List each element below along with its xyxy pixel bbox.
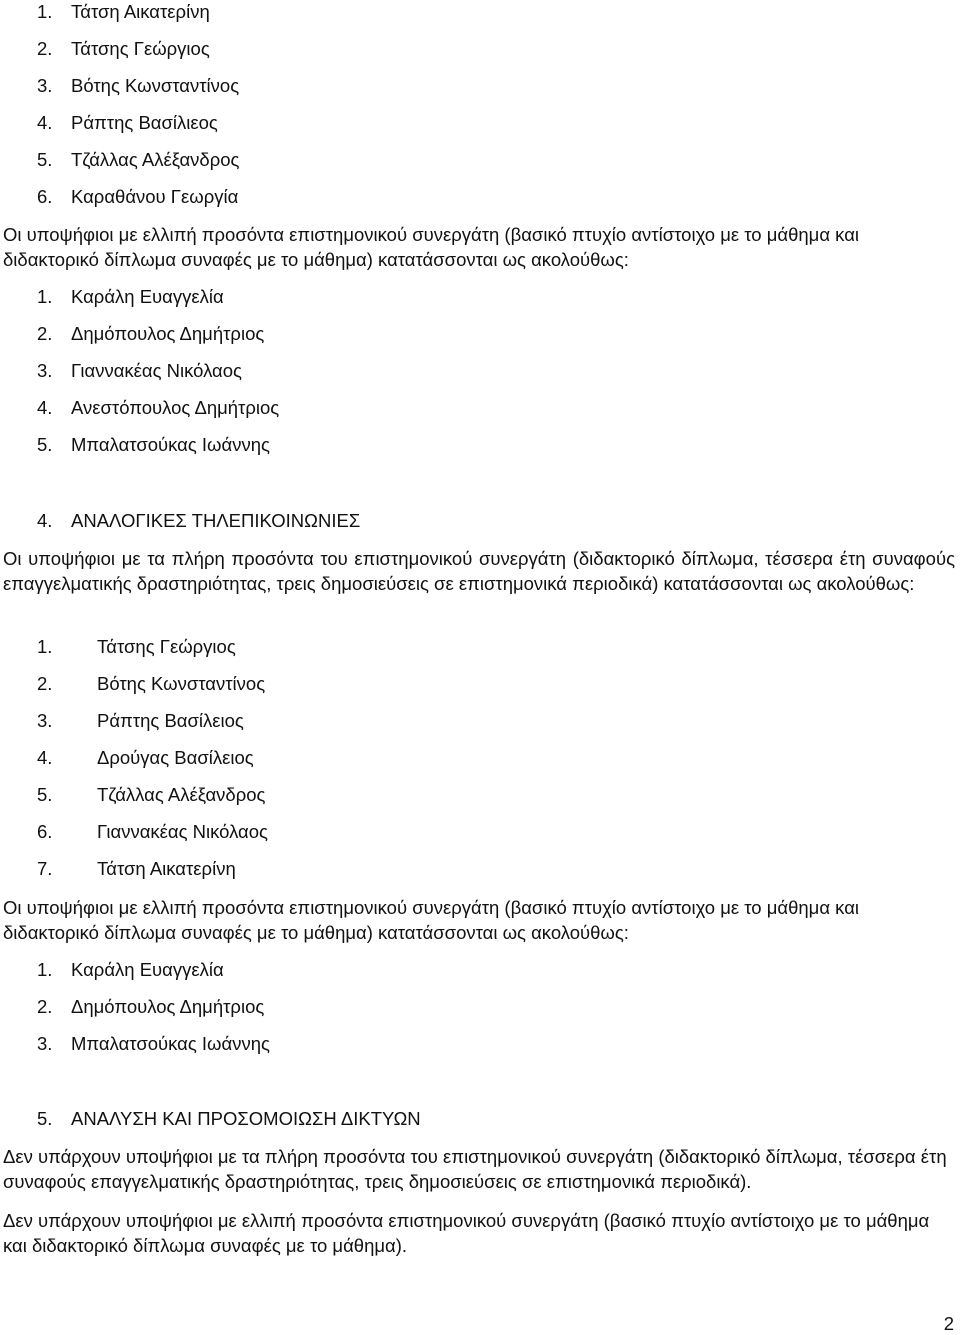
list-item-name: Τζάλλας Αλέξανδρος (97, 784, 266, 805)
list-item-name: Γιαννακέας Νικόλαος (71, 360, 242, 381)
list-item-number: 3. (37, 75, 53, 96)
list-item-number: 4. (37, 112, 53, 133)
list-item-name: Μπαλατσούκας Ιωάννης (71, 434, 270, 455)
section-title: ΑΝΑΛΥΣΗ ΚΑΙ ΠΡΟΣΟΜΟΙΩΣΗ ΔΙΚΤΥΩΝ (71, 1108, 421, 1129)
list-item-number: 6. (37, 186, 53, 207)
list-item-name: Τζάλλας Αλέξανδρος (71, 149, 240, 170)
list-item-name: Βότης Κωνσταντίνος (71, 75, 240, 96)
list-item-number: 2. (37, 38, 53, 59)
list-item-name: Τάτση Αικατερίνη (71, 1, 210, 22)
section-title: ΑΝΑΛΟΓΙΚΕΣ ΤΗΛΕΠΙΚΟΙΝΩΝΙΕΣ (71, 510, 361, 531)
list-item-name: Τάτσης Γεώργιος (97, 636, 236, 657)
list-item-number: 2. (37, 673, 53, 694)
list-item-number: 1. (37, 1, 53, 22)
section-number: 4. (37, 510, 53, 531)
list-item-number: 1. (37, 636, 53, 657)
list-item-name: Ανεστόπουλος Δημήτριος (71, 397, 280, 418)
partial-qualifications-paragraph: Οι υποψήφιοι με ελλιπή προσόντα επιστημονικού συνεργάτη (βασικό πτυχίο αντίστοιχο με το μάθημα και διδακτορικό δίπλωμα συναφές με το μάθημα) κατατάσσονται ως ακολούθως: (3, 897, 859, 943)
list-item-number: 7. (37, 858, 53, 879)
list-item-name: Τάτση Αικατερίνη (97, 858, 236, 879)
list-item-number: 5. (37, 784, 53, 805)
list-item-name: Καράλη Ευαγγελία (71, 959, 224, 980)
list-item-name: Ράπτης Βασίλειος (97, 710, 244, 731)
list-item-name: Τάτσης Γεώργιος (71, 38, 210, 59)
list-item-number: 2. (37, 996, 53, 1017)
no-full-candidates-paragraph: Δεν υπάρχουν υποψήφιοι με τα πλήρη προσόντα του επιστημονικού συνεργάτη (διδακτορικό δίπλωμα, τέσσερα έτη συναφούς επαγγελματικής δραστηριότητας, τρεις δημοσιεύσεις σε επιστημονικά περιοδικά). (3, 1146, 947, 1192)
list-item-number: 2. (37, 323, 53, 344)
list-item-number: 5. (37, 434, 53, 455)
list-item-name: Γιαννακέας Νικόλαος (97, 821, 268, 842)
list-item-number: 6. (37, 821, 53, 842)
list-item-name: Δημόπουλος Δημήτριος (71, 996, 265, 1017)
list-item-name: Καραθάνου Γεωργία (71, 186, 239, 207)
list-item-number: 3. (37, 1033, 53, 1054)
page-number: 2 (943, 1313, 954, 1334)
list-item-number: 1. (37, 286, 53, 307)
list-item-name: Ράπτης Βασίλιεος (71, 112, 218, 133)
list-item-number: 4. (37, 747, 53, 768)
list-item-name: Δρούγας Βασίλειος (97, 747, 254, 768)
list-item-number: 1. (37, 959, 53, 980)
list-item-name: Βότης Κωνσταντίνος (97, 673, 266, 694)
list-item-name: Μπαλατσούκας Ιωάννης (71, 1033, 270, 1054)
list-item-name: Δημόπουλος Δημήτριος (71, 323, 265, 344)
no-partial-candidates-paragraph: Δεν υπάρχουν υποψήφιοι με ελλιπή προσόντα επιστημονικού συνεργάτη (βασικό πτυχίο αντίστοιχο με το μάθημα και διδακτορικό δίπλωμα συναφές με το μάθημα). (3, 1210, 930, 1256)
list-item-number: 3. (37, 360, 53, 381)
section-number: 5. (37, 1108, 53, 1129)
list-item-number: 5. (37, 149, 53, 170)
list-item-name: Καράλη Ευαγγελία (71, 286, 224, 307)
list-item-number: 3. (37, 710, 53, 731)
full-qualifications-paragraph: Οι υποψήφιοι με τα πλήρη προσόντα του επιστημονικού συνεργάτη (διδακτορικό δίπλωμα, τέσσερα έτη συναφούς επαγγελματικής δραστηριότητας, τρεις δημοσιεύσεις σε επιστημονικά περιοδικά) κατατάσσονται ως ακολούθως: (3, 548, 955, 594)
list-item-number: 4. (37, 397, 53, 418)
partial-qualifications-paragraph: Οι υποψήφιοι με ελλιπή προσόντα επιστημονικού συνεργάτη (βασικό πτυχίο αντίστοιχο με το μάθημα και διδακτορικό δίπλωμα συναφές με το μάθημα) κατατάσσονται ως ακολούθως: (3, 224, 859, 270)
